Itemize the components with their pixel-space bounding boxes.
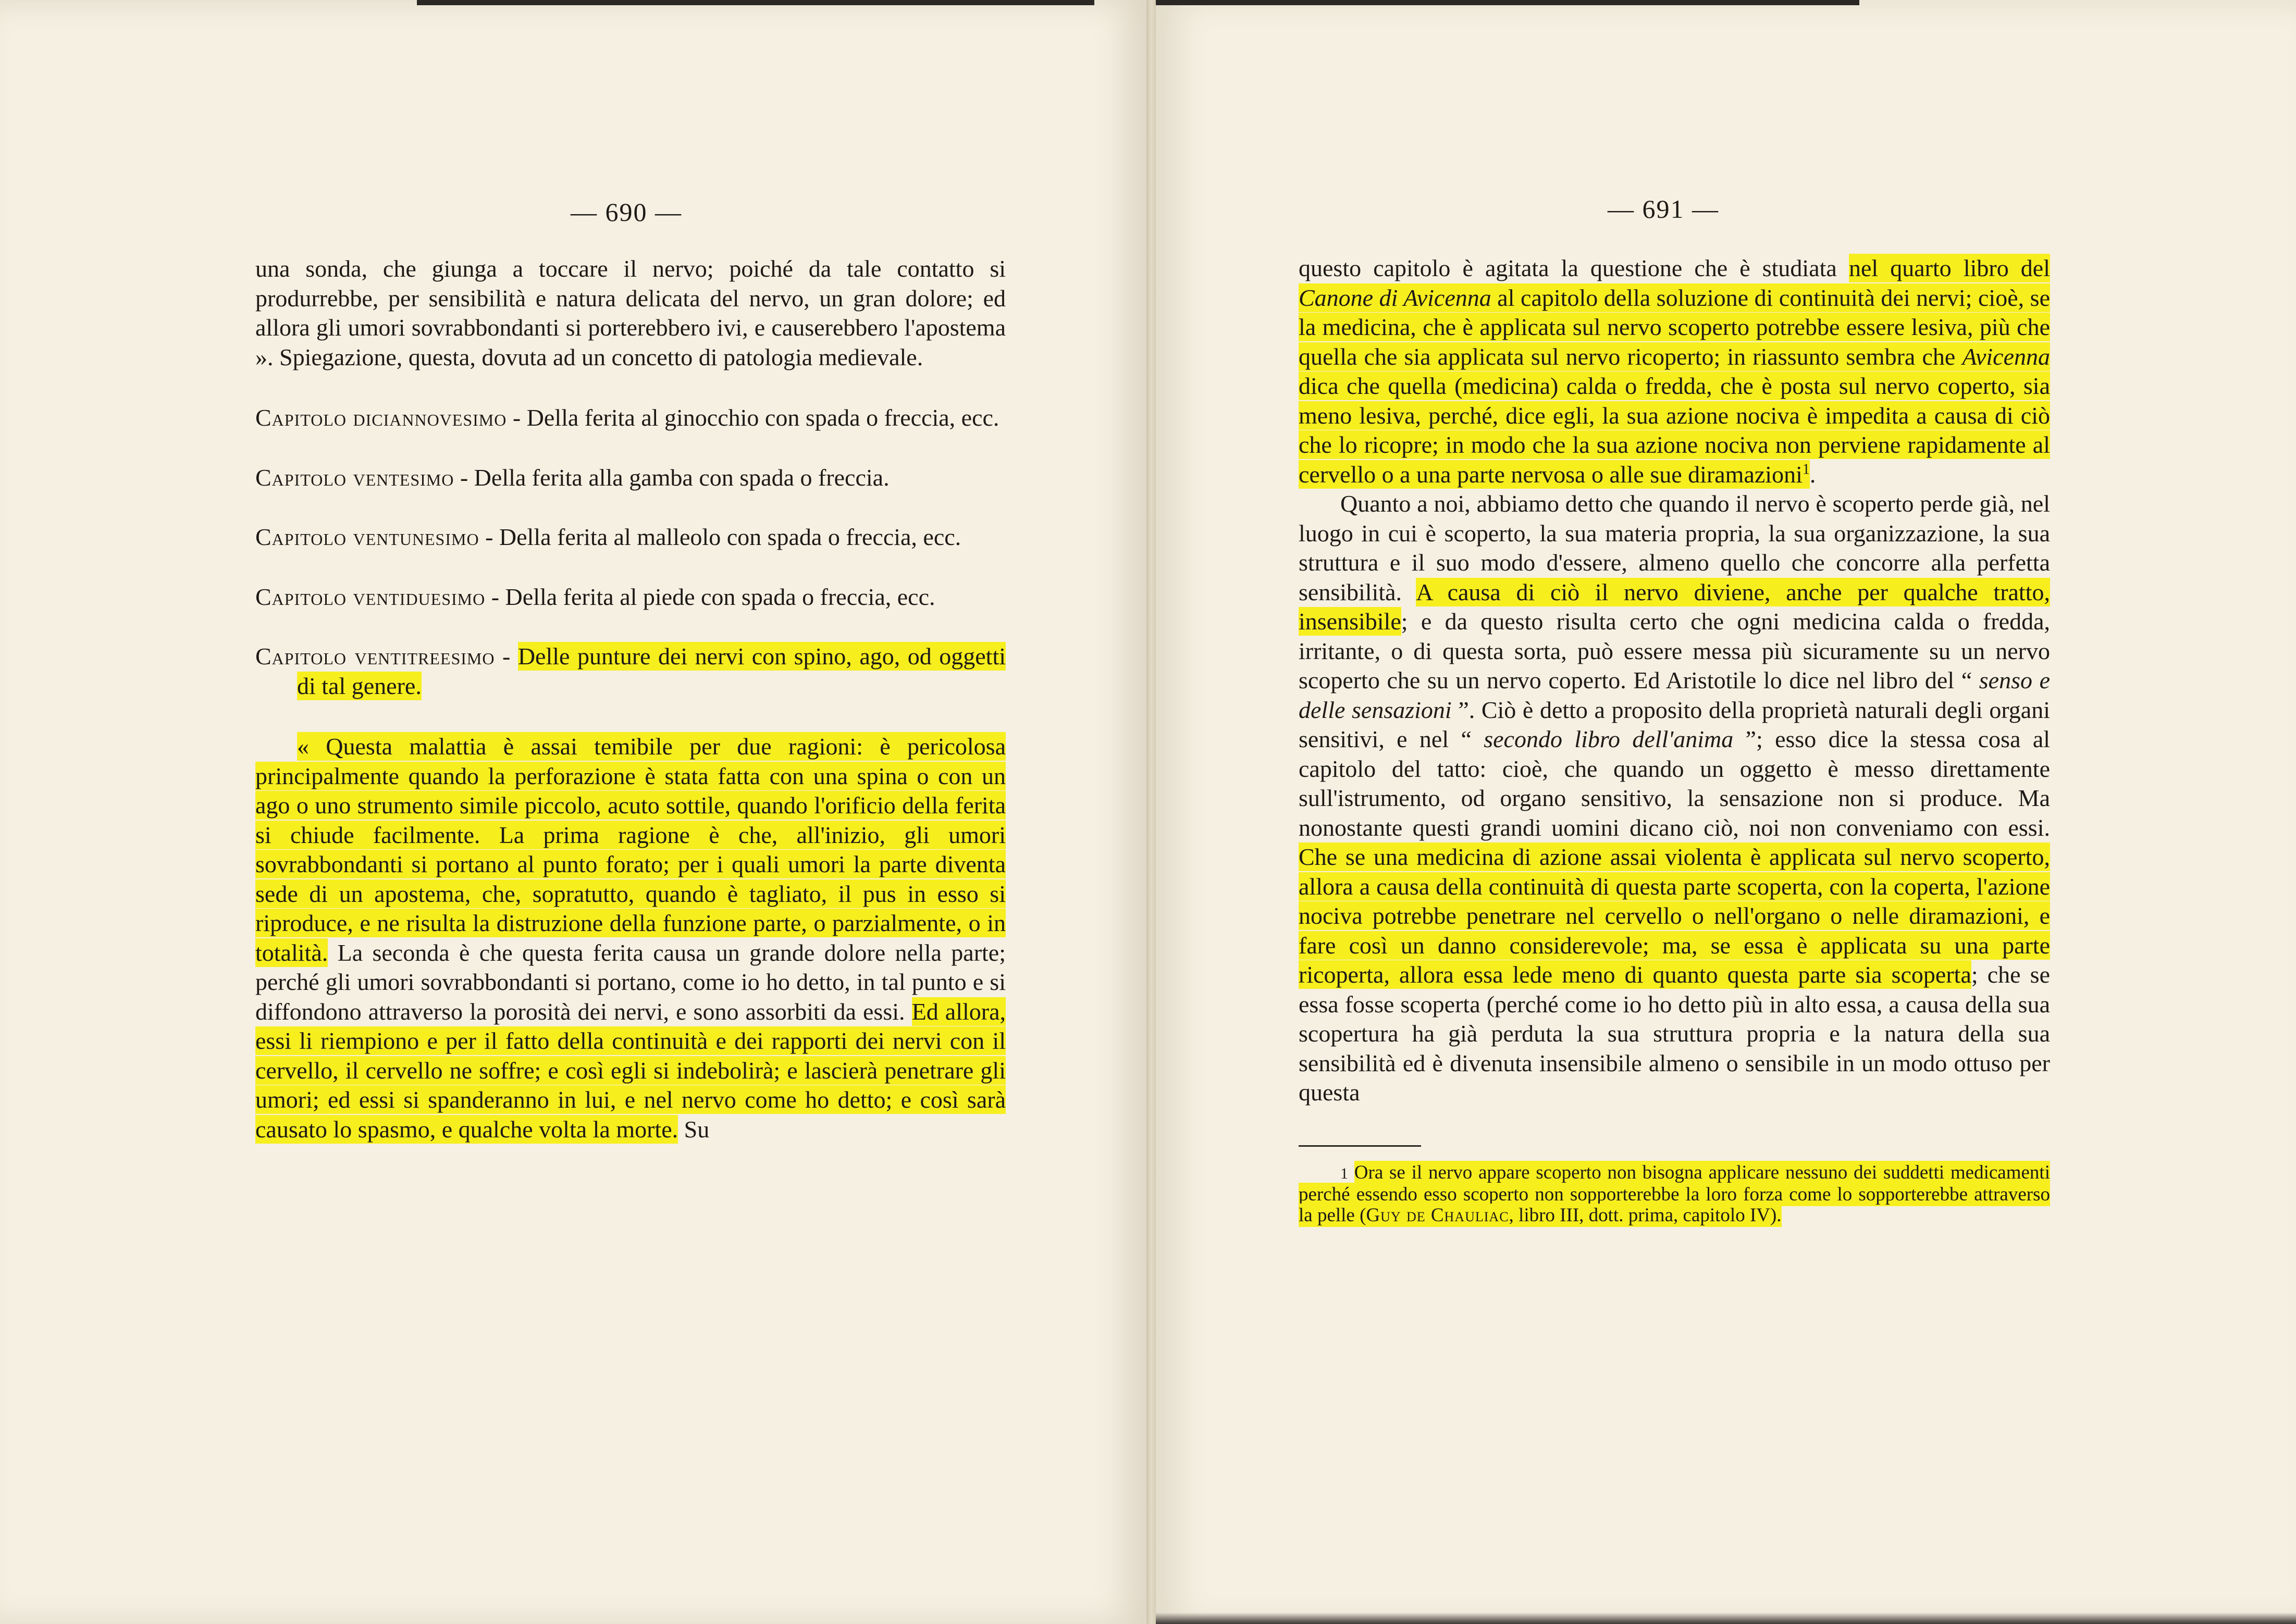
intro-paragraph: una sonda, che giunga a toccare il nervo; poiché da tale contatto si produrrebbe, per sensibilità e natura delicata del nervo, un gran dolore; ed allora gli umori sovrabbondanti si porterebbero ivi, e causerebbero l'apostema ». Spiegazione, questa, dovuta ad un concetto di patologia medievale.: [255, 255, 1006, 370]
chapter-label: Capitolo ventitreesimo: [255, 643, 495, 670]
body-text: ”; esso dice la stessa cosa al capitolo del tatto: cioè, che quando un oggetto è messo direttamente sull'istrumento, od organo sensitivo, la sensazione non si produce. Ma nonostante questi grandi uomini dicano ciò, noi non conveniamo con essi.: [1299, 726, 2051, 841]
page-number: — 690 —: [571, 197, 682, 227]
chapter-title: - Della ferita al malleolo con spada o freccia, ecc.: [485, 524, 961, 550]
chapter-heading: [255, 642, 1006, 701]
chapter-title: - Della ferita al ginocchio con spada o freccia, ecc.: [512, 404, 999, 431]
work-title: secondo libro dell'anima: [1484, 726, 1734, 752]
top-edge-shadow: [417, 0, 1094, 5]
footnote: [1299, 1162, 2050, 1226]
body-text: ”. Ciò è detto a proposito della proprietà naturali degli organi sensitivi, e nel “: [1299, 696, 2051, 752]
left-page: [0, 0, 1146, 1624]
body-text: Su: [678, 1115, 710, 1143]
body-text: ; e da questo risulta certo che ogni medicina calda o fredda, irritante, o di questa sorta, può essere messa più sicuramente su un nervo scoperto che su un nervo coperto. Ed Aristotile lo dice nel libro del “: [1299, 608, 2050, 693]
body-text: ; che se essa fosse scoperta (perché come io ho detto più in alto essa, a causa della sua scopertura ha già perduta la sua struttura propria e la natura della sua sensibilità ed è divenuta insensibile almeno o sensibile in un modo ottuso per questa: [1299, 961, 2051, 1106]
chapter-label: Capitolo ventunesimo: [255, 524, 479, 550]
body-text: questo capitolo è agitata la questione che è studiata: [1299, 255, 1849, 281]
chapter-label: Capitolo ventesimo: [255, 464, 454, 491]
book-title: Canone di Avicenna: [1299, 284, 1491, 311]
body-text: Quanto a noi, abbiamo detto che quando il nervo è scoperto perde già, nel luogo in cui è scoperto, la sua materia propria, la sua organizzazione, la sua struttura e il suo modo d'essere, almeno quello che concorre alla perfetta sensibilità.: [1299, 490, 2050, 605]
chapter-label: Capitolo ventiduesimo: [255, 583, 486, 610]
highlight: Ora se il nervo appare scoperto non bisogna applicare nessuno dei suddetti medicamenti perché essendo esso scoperto non sopporterebbe la loro forza come lo sopporterebbe attraverso la pelle (Guy de Chauliac, libro III, dott. prima, capitolo IV).: [1299, 1161, 2050, 1226]
paragraph: questo capitolo è agitata la questione che è studiata nel quarto libro del Canone di Avicenna al capitolo della soluzione di continuità dei nervi; cioè, se la medicina, che è applicata sul nervo scoperto potrebbe essere lesiva, più che quella che sia applicata sul nervo ricoperto; in riassunto sembra che Avicenna dica che quella (medicina) calda o fredda, che è posta sul nervo coperto, sia meno lesiva, perché, dice egli, la sua azione nociva è impedita a causa di ciò che lo ricopre; in modo che la sua azione nociva non perviene rapidamente al cervello o a una parte nervosa o alle sue diramazioni$^1$.: [1299, 255, 2051, 488]
footnote-number: 1: [1340, 1164, 1348, 1182]
author-name: Avicenna: [1962, 343, 2050, 370]
chapter-heading: [255, 463, 1006, 493]
book-gutter: [1146, 0, 1156, 1624]
chapter-title-prefix: -: [502, 643, 511, 670]
top-edge-shadow: [1156, 0, 1859, 5]
page-number: — 691 —: [1608, 194, 1719, 224]
author-name: Guy de Chauliac: [1366, 1204, 1509, 1226]
quote-paragraph: [255, 732, 1006, 1144]
chapter-title: - Della ferita al piede con spada o freccia, ecc.: [491, 583, 935, 610]
footnote-rule: [1299, 1145, 1421, 1147]
bottom-edge-shadow: [1156, 1613, 2296, 1624]
highlight: Che se una medicina di azione assai violenta è applicata sul nervo scoperto, allora a causa della continuità di questa parte scoperta, con la coperta, l'azione nociva potrebbe penetrare nel cervello o nell'organo o nelle diramazioni, e fare così un danno considerevole; ma, se essa è applicata su una parte ricoperta, allora essa lede meno di quanto questa parte sia scoperta: [1299, 844, 2050, 988]
chapter-label: Capitolo diciannovesimo: [255, 404, 507, 431]
highlight: Ed allora, essi li riempiono e per il fatto della continuità e dei rapporti dei nervi con il cervello, il cervello ne soffre; e così egli si indebolirà; e lascierà penetrare gli umori; ed essi si spanderanno in lui, e nel nervo come ho detto; e così sarà causato lo spasmo, e qualche volta la morte.: [255, 998, 1006, 1143]
paragraph: [1299, 489, 2050, 1108]
chapter-title: - Della ferita alla gamba con spada o freccia.: [460, 464, 890, 491]
highlight: « Questa malattia è assai temibile per due ragioni: è pericolosa principalmente quando la perforazione è stata fatta con una spina o con un ago o uno strumento simile piccolo, acuto sottile, quando l'orificio della ferita si chiude facilmente. La prima ragione è che, all'inizio, gli umori sovrabbondanti si portano al punto forato; per i quali umori la parte diventa sede di un apostema, che, sopratutto, quando è tagliato, il pus in esso si riproduce, e ne risulta la distruzione della funzione parte, o parzialmente, o in totalità.: [255, 733, 1006, 966]
body-text: La seconda è che questa ferita causa un grande dolore nella parte; perché gli umori sovrabbondanti si portano, come io ho detto, in tal punto e si diffondono attraverso la porosità dei nervi, e sono assorbiti da essi.: [255, 939, 1006, 1025]
highlight: A causa di ciò il nervo diviene, anche per qualche tratto, insensibile: [1299, 578, 2050, 635]
chapter-heading: [255, 582, 1006, 612]
left-text-column: [255, 254, 1006, 1144]
right-text-column: [1299, 254, 2050, 1226]
chapter-heading: [255, 523, 1006, 552]
footnote-ref: 1: [1802, 461, 1810, 478]
highlight: nel quarto libro del Canone di Avicenna al capitolo della soluzione di continuità dei nervi; cioè, se la medicina, che è applicata sul nervo scoperto potrebbe essere lesiva, più che quella che sia applicata sul nervo ricoperto; in riassunto sembra che Avicenna dica che quella (medicina) calda o fredda, che è posta sul nervo coperto, sia meno lesiva, perché, dice egli, la sua azione nociva è impedita a causa di ciò che lo ricopre; in modo che la sua azione nociva non perviene rapidamente al cervello o a una parte nervosa o alle sue diramazioni$^1$: [1299, 255, 2051, 488]
work-title: senso e delle sensazioni: [1299, 667, 2051, 723]
highlighted-chapter-title: Delle punture dei nervi con spino, ago, od oggetti di tal genere.: [297, 643, 1006, 699]
chapter-heading: [255, 403, 1006, 433]
